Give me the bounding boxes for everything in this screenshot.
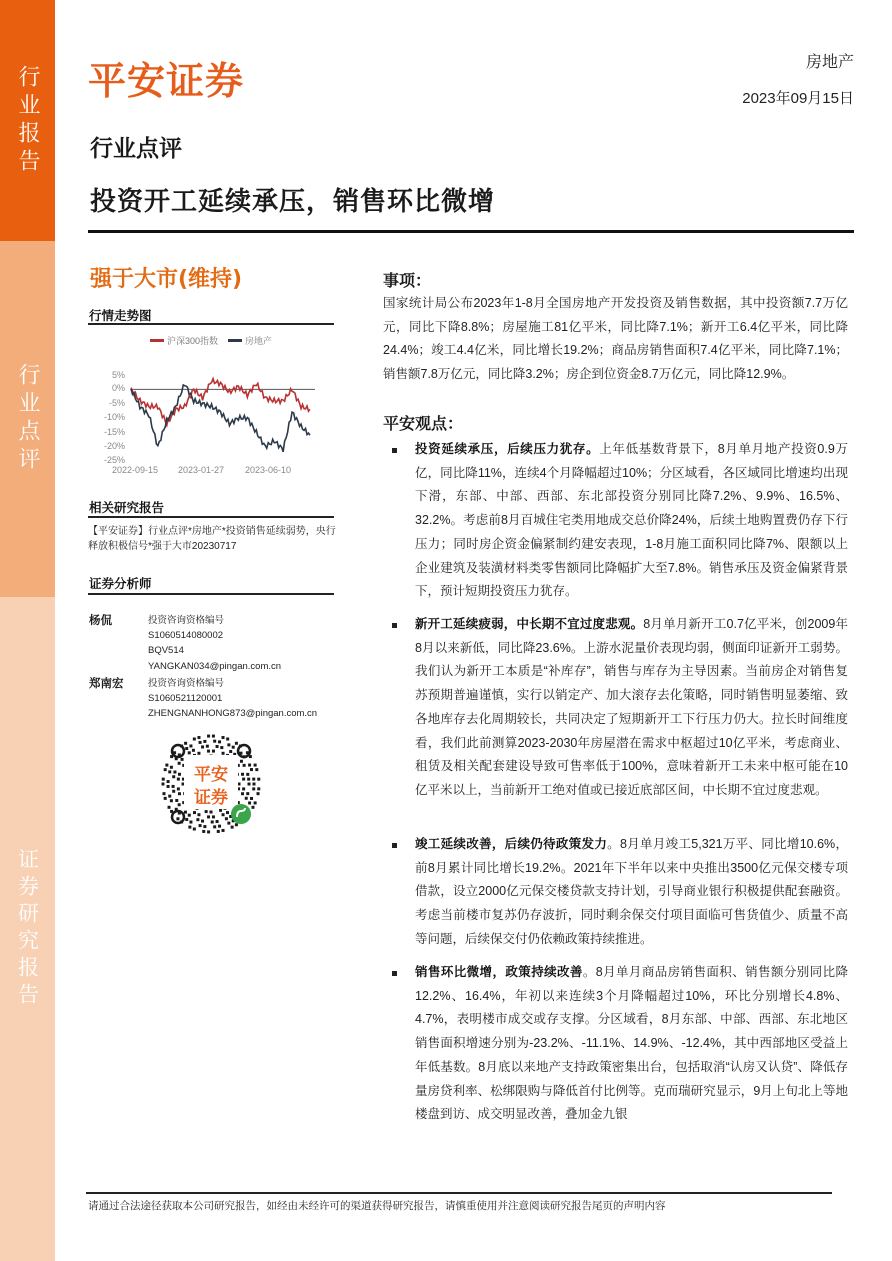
mini-program-icon — [231, 804, 251, 824]
chart-section-title: 行情走势图 — [89, 308, 152, 323]
qr-code — [158, 731, 264, 837]
bullet-heading: 竣工延续改善，后续仍待政策发力 — [415, 837, 608, 851]
bullet-heading: 投资延续承压，后续压力犹存。 — [415, 442, 600, 456]
legend-swatch-hs300 — [150, 339, 164, 342]
matter-paragraph: 国家统计局公布2023年1-8月全国房地产开发投资及销售数据，其中投资额7.7万亿元，同比下降8.8%；房屋施工81亿平米，同比降7.1%；新开工6.4亿平米，同比降24.4%；竣工4.4亿米，同比增长19.2%；商品房销售面积7.4亿平米，同比降7.1%；销售额7.8万亿元，同比降3.2%；房企到位资金8.7万亿元，同比降12.9%。 — [383, 296, 848, 382]
analyst-qualification-label: 投资咨询资格编号 — [148, 615, 225, 626]
related-reports-divider — [88, 516, 334, 518]
y-tick: -25% — [103, 455, 125, 465]
analysts-title: 证券分析师 — [89, 576, 152, 591]
y-tick: -5% — [108, 398, 125, 408]
chart-series-line — [131, 385, 310, 452]
sector-label: 房地产 — [805, 54, 854, 71]
rating-badge: 强于大市(维持) — [90, 267, 243, 292]
bullet-body: 8月单月新开工0.7亿平米，创2009年8月以来新低，同比降23.6%。上游水泥量价表现均弱，侧面印证新开工弱势。我们认为新开工本质是“补库存”，销售与库存为主导因素。当前房企对销售复苏预期普遍谨慎，实行以销定产、加大滚存去化策略，同时销售明显萎缩、致各地库存去化周期较长，共同决定了短期新开工下行压力仍大。拉长时间维度看，我们此前测算2023-2030年房屋潜在需求中枢超过10亿平米，考虑商业、租赁及相关配套建设导致可售率低于100%，意味着新开工未来中枢可能在10亿平米以上，当前新开工绝对值或已接近底部区间，中长期不宜过度悲观。 — [415, 617, 848, 797]
footer-divider — [86, 1192, 832, 1194]
matter-section-title: 事项： — [383, 271, 432, 290]
legend-swatch-realestate — [228, 339, 242, 342]
y-tick: 0% — [111, 383, 125, 393]
legend-label-hs300: 沪深300指数 — [167, 336, 219, 346]
y-tick: -20% — [103, 441, 125, 451]
y-tick: -15% — [103, 427, 125, 437]
sidebar-segment-industry-report — [0, 0, 55, 241]
qr-label-bottom: 证券 — [194, 788, 228, 808]
bullet-heading: 销售环比微增，政策持续改善 — [415, 965, 583, 979]
sidebar-label-industry-report: 行业报告 — [15, 64, 40, 177]
analyst-email[interactable]: ZHENGNANHONG873@pingan.com.cn — [148, 708, 318, 720]
bullet-icon — [392, 971, 397, 976]
related-reports-title: 相关研究报告 — [89, 500, 165, 515]
view-bullet-new-construction — [383, 613, 848, 803]
legend-item-hs300 — [150, 334, 218, 347]
chart-series-line — [131, 379, 310, 426]
view-bullet-completion — [383, 833, 848, 952]
document-type: 行业点评 — [90, 136, 182, 162]
company-logo: 平安证券 — [88, 59, 245, 103]
y-tick: -10% — [103, 412, 125, 422]
sidebar-segment-industry-comment — [0, 241, 55, 597]
view-bullet-sales — [383, 961, 848, 1127]
legend-item-realestate — [228, 334, 272, 347]
bullet-body: 上年低基数背景下，8月单月地产投资0.9万亿，同比降11%，连续4个月降幅超过10%；分区域看，各区域同比增速均出现下滑，东部、中部、西部、东北部投资分别同比降7.2%、9.9%、16.5%、32.2%。考虑前8月百城住宅类用地成交总价降24%，后续土地购置费仍存下行压力；同时房企资金偏紧制约建安表现，1-8月施工面积同比降7%、限额以上企业建筑及装潢材料类零售额同比降幅扩大至7.8%。销售承压及资金偏紧背景下，预计短期投资压力犹存。 — [415, 442, 848, 599]
header-divider — [88, 230, 854, 233]
analyst-email[interactable]: YANGKAN034@pingan.com.cn — [148, 660, 282, 672]
y-tick: 5% — [111, 370, 125, 380]
bullet-icon — [392, 448, 397, 453]
view-section-title: 平安观点： — [383, 414, 464, 433]
sidebar-segment-securities-research — [0, 597, 55, 1261]
related-report-link[interactable]: 【平安证券】行业点评*房地产*投资销售延续弱势，央行释放积极信号*强于大市20230717 — [88, 526, 336, 552]
analyst-qualification-number: S1060514080002 — [148, 630, 224, 642]
view-bullet-investment — [383, 438, 848, 604]
x-tick: 2023-01-27 — [178, 465, 225, 475]
analyst-code: BQV514 — [148, 645, 184, 657]
bullet-heading: 新开工延续疲弱，中长期不宜过度悲观。 — [415, 617, 644, 631]
analysts-divider — [88, 593, 334, 595]
chart-section-divider — [88, 323, 334, 325]
bullet-body: 。8月单月商品房销售面积、销售额分别同比降12.2%、16.4%，年初以来连续3个月降幅超过10%，环比分别增长4.8%、4.7%，表明楼市成交或存支撑。分区域看，8月东部、中部、西部、东北地区销售面积增速分别为-23.2%、-11.1%、14.9%、-12.4%，其中西部地区受益上年低基数。8月底以来地产支持政策密集出台，包括取消“认房又认贷”、降低存量房贷利率、松绑限购与降低首付比例等。克而瑞研究显示，9月上旬北上等地楼盘到访、成交明显改善，叠加金九银 — [415, 965, 848, 1122]
chart-legend — [150, 334, 272, 347]
x-tick: 2022-09-15 — [112, 465, 159, 475]
analyst-name: 郑南宏 — [89, 676, 124, 690]
qr-label-top: 平安 — [194, 765, 228, 785]
analyst-name: 杨侃 — [89, 613, 112, 627]
analyst-info — [148, 676, 317, 722]
analyst-qualification-label: 投资咨询资格编号 — [148, 678, 225, 689]
page-title: 投资开工延续承压，销售环比微增 — [90, 187, 496, 217]
footer-disclaimer: 请通过合法途径获取本公司研究报告，如经由未经许可的渠道获得研究报告，请慎重使用并注意阅读研究报告尾页的声明内容 — [88, 1200, 666, 1212]
analyst-info — [148, 613, 281, 674]
report-date: 2023年09月15日 — [742, 90, 854, 107]
analyst-qualification-number: S1060521120001 — [148, 693, 223, 705]
bullet-icon — [392, 843, 397, 848]
sidebar-label-industry-comment: 行业点评 — [15, 363, 40, 475]
x-tick: 2023-06-10 — [245, 465, 292, 475]
sidebar-label-securities-research: 证券研究报告 — [15, 848, 40, 1010]
bullet-body: 。8月单月竣工5,321万平、同比增10.6%，前8月累计同比增长19.2%。2021年下半年以来中央推出3500亿元保交楼专项借款，设立2000亿元保交楼贷款支持计划，引导商业银行积极提供配套融资。考虑当前楼市复苏仍存波折，同时剩余保交付项目面临可售货值少、质量不高等问题，后续保交付仍依赖政策持续推进。 — [415, 837, 848, 946]
legend-label-realestate: 房地产 — [245, 336, 273, 346]
market-trend-chart — [85, 355, 335, 485]
bullet-icon — [392, 623, 397, 628]
